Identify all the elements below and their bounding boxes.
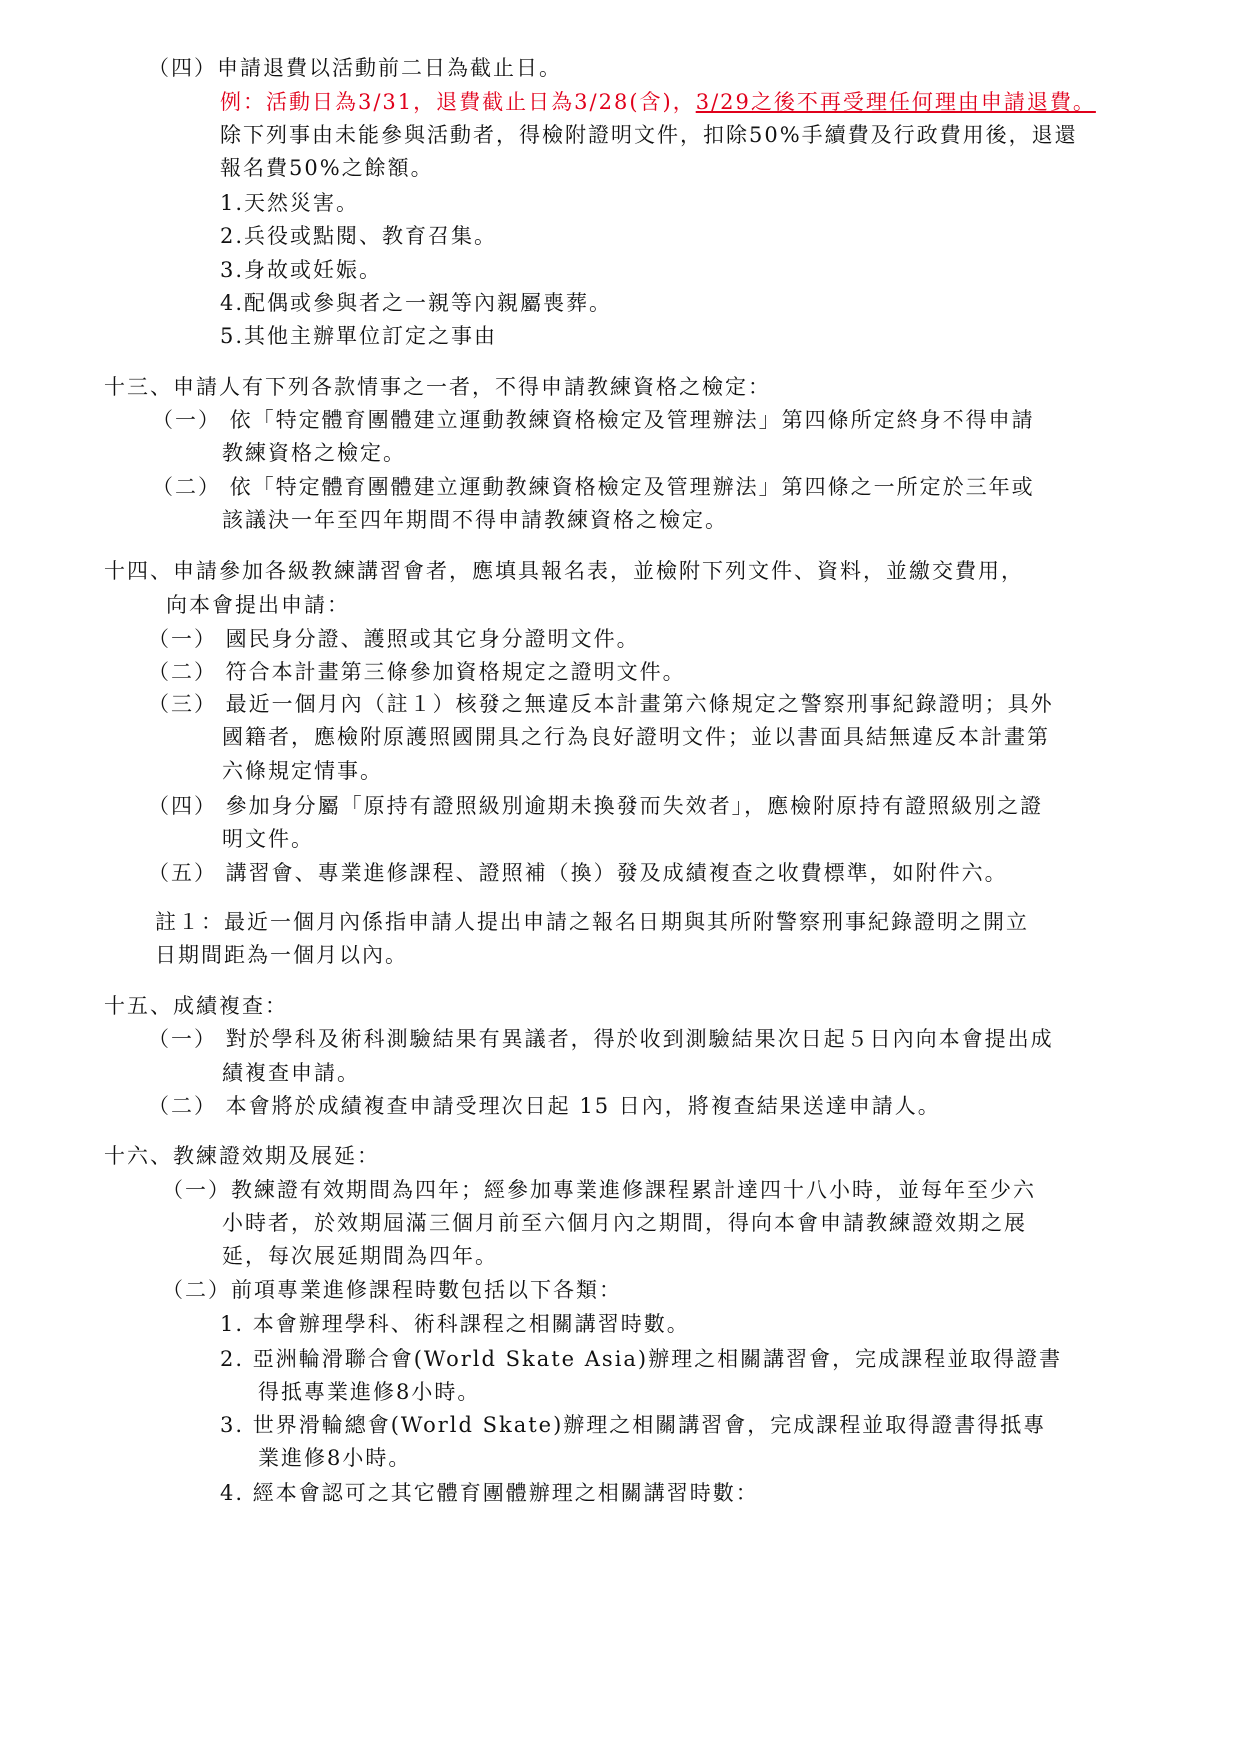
section-14-item-3-line-3: 六條規定情事。	[222, 759, 383, 783]
section-13-item-2-line-2: 該議決一年至四年期間不得申請教練資格之檢定。	[222, 508, 728, 532]
refund-item-5: 5.其他主辦單位訂定之事由	[220, 324, 498, 348]
section-14-title-line-1: 十四、申請參加各級教練講習會者，應填具報名表，並檢附下列文件、資料，並繳交費用，	[104, 559, 1024, 583]
section-14-title-line-2: 向本會提出申請：	[166, 593, 350, 617]
refund-paragraph-line-1: 除下列事由未能參與活動者，得檢附證明文件，扣除50%手續費及行政費用後，退還	[220, 123, 1078, 147]
refund-paragraph-line-2: 報名費50%之餘額。	[220, 156, 434, 180]
section-14-note-line-2: 日期間距為一個月以內。	[155, 943, 408, 967]
section-16-item-1-line-1: （一）教練證有效期間為四年；經參加專業進修課程累計達四十八小時，並每年至少六	[162, 1178, 1036, 1202]
section-14-item-4-line-2: 明文件。	[222, 827, 314, 851]
section-16-sub-3-line-1: 3. 世界滑輪總會(World Skate)辦理之相關講習會，完成課程並取得證書得抵專	[220, 1413, 1047, 1437]
section-15-item-1-line-1: （一） 對於學科及術科測驗結果有異議者，得於收到測驗結果次日起５日內向本會提出成	[148, 1027, 1054, 1051]
section-14-note-line-1: 註１：最近一個月內係指申請人提出申請之報名日期與其所附警察刑事紀錄證明之開立	[155, 910, 1029, 934]
section-16-item-1-line-2: 小時者，於效期屆滿三個月前至六個月內之期間，得向本會申請教練證效期之展	[222, 1211, 1027, 1235]
refund-item-1: 1.天然災害。	[220, 191, 360, 215]
refund-item-2: 2.兵役或點閱、教育召集。	[220, 224, 498, 248]
section-14-item-2: （二） 符合本計畫第三條參加資格規定之證明文件。	[148, 660, 686, 684]
section-13-item-1-line-1: （一） 依「特定體育團體建立運動教練資格檢定及管理辦法」第四條所定終身不得申請	[152, 408, 1035, 432]
section-15-item-1-line-2: 績複查申請。	[222, 1061, 360, 1085]
section-14-item-3-line-2: 國籍者，應檢附原護照國開具之行為良好證明文件；並以書面具結無違反本計畫第	[222, 725, 1050, 749]
section-15-item-2: （二） 本會將於成績複查申請受理次日起 15 日內，將複查結果送達申請人。	[148, 1094, 941, 1118]
refund-example-part-1: 例：活動日為3/31，退費截止日為3/28(含)，	[220, 90, 696, 114]
refund-item-3: 3.身故或妊娠。	[220, 258, 383, 282]
refund-example-part-2: 3/29之後不再受理任何理由申請退費。	[695, 90, 1096, 114]
section-16-sub-1: 1. 本會辦理學科、術科課程之相關講習時數。	[220, 1312, 690, 1336]
section-15-title: 十五、成績複查：	[104, 994, 288, 1018]
section-14-item-4-line-1: （四） 參加身分屬「原持有證照級別逾期未換發而失效者」，應檢附原持有證照級別之證	[148, 794, 1044, 818]
refund-clause-heading: （四）申請退費以活動前二日為截止日。	[148, 56, 562, 80]
section-14-item-1: （一） 國民身分證、護照或其它身分證明文件。	[148, 627, 640, 651]
section-13-title: 十三、申請人有下列各款情事之一者，不得申請教練資格之檢定：	[104, 375, 771, 399]
section-16-item-1-line-3: 延，每次展延期間為四年。	[222, 1244, 498, 1268]
section-16-title: 十六、教練證效期及展延：	[104, 1144, 380, 1168]
section-14-item-5: （五） 講習會、專業進修課程、證照補（換）發及成績複查之收費標準，如附件六。	[148, 861, 1008, 885]
section-16-sub-3-line-2: 業進修8小時。	[258, 1446, 412, 1470]
section-16-sub-4: 4. 經本會認可之其它體育團體辦理之相關講習時數：	[220, 1481, 759, 1505]
section-13-item-2-line-1: （二） 依「特定體育團體建立運動教練資格檢定及管理辦法」第四條之一所定於三年或	[152, 475, 1035, 499]
section-13-item-1-line-2: 教練資格之檢定。	[222, 441, 406, 465]
section-14-item-3-line-1: （三） 最近一個月內（註１）核發之無違反本計畫第六條規定之警察刑事紀錄證明；具外	[148, 692, 1054, 716]
refund-example	[220, 88, 1096, 116]
section-16-sub-2-line-2: 得抵專業進修8小時。	[258, 1380, 481, 1404]
section-16-item-2: （二）前項專業進修課程時數包括以下各類：	[162, 1278, 622, 1302]
refund-item-4: 4.配偶或參與者之一親等內親屬喪葬。	[220, 291, 613, 315]
section-16-sub-2-line-1: 2. 亞洲輪滑聯合會(World Skate Asia)辦理之相關講習會，完成課程並取得證書	[220, 1347, 1063, 1371]
